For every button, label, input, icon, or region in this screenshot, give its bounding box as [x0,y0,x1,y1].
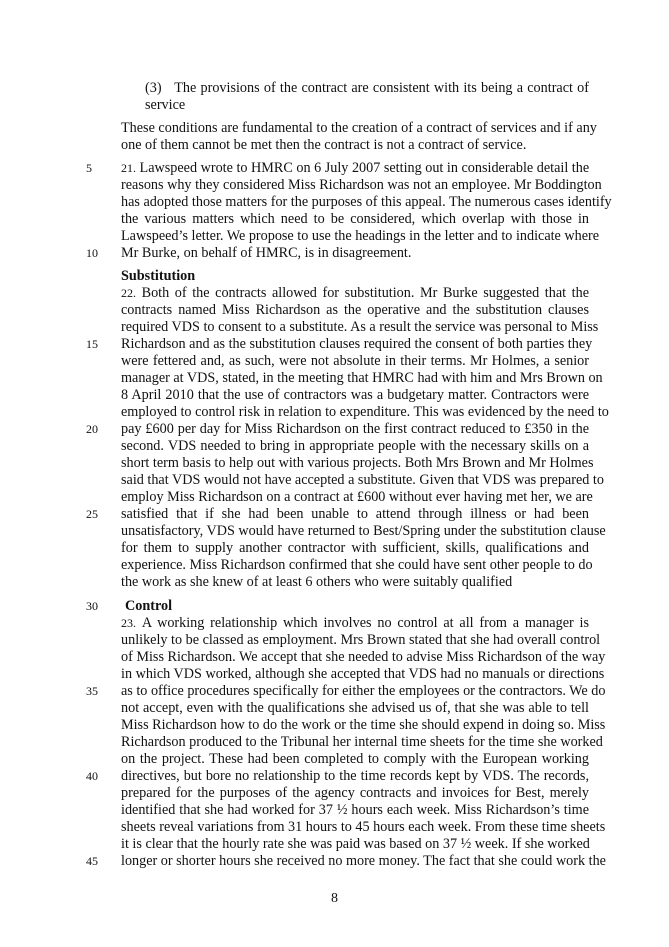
para-21-number: 21. [121,161,136,175]
para-23-line: not accept, even with the qualifications she advised us of, that she was able to tell [121,700,589,716]
list-item-3-line-2: service [145,97,186,113]
line-number: 15 [86,337,98,351]
para-23-line: in which VDS worked, although she accepted that VDS had no manuals or directions [121,666,605,682]
para-22-line: manager at VDS, stated, in the meeting that HMRC had with him and Mrs Brown on [121,370,603,386]
para-21-line: the various matters which need to be considered, which overlap with those in [121,211,589,227]
para-22-line: contracts named Miss Richardson as the operative and the substitution clauses [121,302,589,318]
para-22-line: short term basis to help out with various projects. Both Mrs Brown and Mr Holmes [121,455,594,471]
para-22-line: 8 April 2010 that the use of contractors was a budgetary matter. Contractors were [121,387,589,403]
para-22-line: said that VDS would not have accepted a substitute. Given that VDS was prepared to [121,472,604,488]
para-23-line: as to office procedures specifically for either the employees or the contractors. We do [121,683,606,699]
para-23-line: Miss Richardson how to do the work or the time she should expend in doing so. Miss [121,717,606,733]
para-22-line: were fettered and, as such, were not absolute in their terms. Mr Holmes, a senior [121,353,589,369]
para-22-line: required VDS to consent to a substitute. As a result the service was personal to Miss [121,319,599,335]
para-23-first-text: A working relationship which involves no control at all from a manager is [141,615,589,631]
para-23-line: on the project. These had been completed to comply with the European working [121,751,589,767]
para-22-line: Richardson and as the substitution clauses required the consent of both parties they [121,336,593,352]
para-23-line: unlikely to be classed as employment. Mrs Brown stated that she had overall control [121,632,601,648]
para-23-line: longer or shorter hours she received no more money. The fact that she could work the [121,853,606,869]
line-number: 45 [86,854,98,868]
conditions-line-2: one of them cannot be met then the contract is not a contract of service. [121,137,527,153]
line-number: 30 [86,599,98,613]
para-23-number: 23. [121,616,136,630]
heading-substitution: Substitution [121,268,196,284]
para-22-line: satisfied that if she had been unable to attend through illness or had been [121,506,589,522]
para-22-line: unsatisfactory, VDS would have returned to Best/Spring under the substitution clause [121,523,606,539]
para-22-first-text: Both of the contracts allowed for substitution. Mr Burke suggested that the [141,285,589,301]
line-number: 35 [86,684,98,698]
para-21-first-text: Lawspeed wrote to HMRC on 6 July 2007 setting out in considerable detail the [139,160,590,176]
para-22-line: employ Miss Richardson on a contract at £600 without ever having met her, we are [121,489,593,505]
para-22-line-1 [121,285,589,302]
para-22-line: pay £600 per day for Miss Richardson on the first contract reduced to £350 in the [121,421,589,437]
para-23-line: identified that she had worked for 37 ½ hours each week. Miss Richardson’s time [121,802,589,818]
heading-control: Control [125,598,173,614]
line-number: 5 [86,161,92,175]
para-23-line: prepared for the purposes of the agency contracts and invoices for Best, merely [121,785,589,801]
line-number: 10 [86,246,98,260]
line-number: 25 [86,507,98,521]
para-22-line: experience. Miss Richardson confirmed that she could have sent other people to do [121,557,593,573]
para-22-line: the work as she knew of at least 6 others who were suitably qualified [121,574,513,590]
para-23-line: Richardson produced to the Tribunal her internal time sheets for the time she worked [121,734,603,750]
para-23-line: it is clear that the hourly rate she was paid was based on 37 ½ week. If she worked [121,836,590,852]
para-23-line: directives, but bore no relationship to the time records kept by VDS. The records, [121,768,589,784]
para-23-line: of Miss Richardson. We accept that she needed to advise Miss Richardson of the way [121,649,606,665]
para-23-line: sheets reveal variations from 31 hours to 45 hours each week. From these time sheets [121,819,606,835]
list-item-3-marker: (3) [145,80,162,96]
para-21-line: Lawspeed’s letter. We propose to use the headings in the letter and to indicate where [121,228,600,244]
para-21-line-1 [121,160,589,177]
list-item-3-line-1 [145,80,589,97]
list-item-3-text: The provisions of the contract are consistent with its being a contract of [174,80,589,96]
para-23-line-1 [121,615,589,632]
para-22-line: second. VDS needed to bring in appropriate people with the necessary skills on a [121,438,589,454]
para-22-number: 22. [121,286,136,300]
para-21-line: reasons why they considered Miss Richardson was not an employee. Mr Boddington [121,177,602,193]
para-21-line: Mr Burke, on behalf of HMRC, is in disagreement. [121,245,412,261]
para-22-line: for them to supply another contractor with sufficient, skills, qualifications and [121,540,589,556]
line-number: 20 [86,422,98,436]
para-21-line: has adopted those matters for the purposes of this appeal. The numerous cases identify [121,194,612,210]
para-22-line: employed to control risk in relation to expenditure. This was evidenced by the need to [121,404,609,420]
page-number: 8 [331,891,338,906]
conditions-line-1: These conditions are fundamental to the creation of a contract of services and if any [121,120,597,136]
line-number: 40 [86,769,98,783]
